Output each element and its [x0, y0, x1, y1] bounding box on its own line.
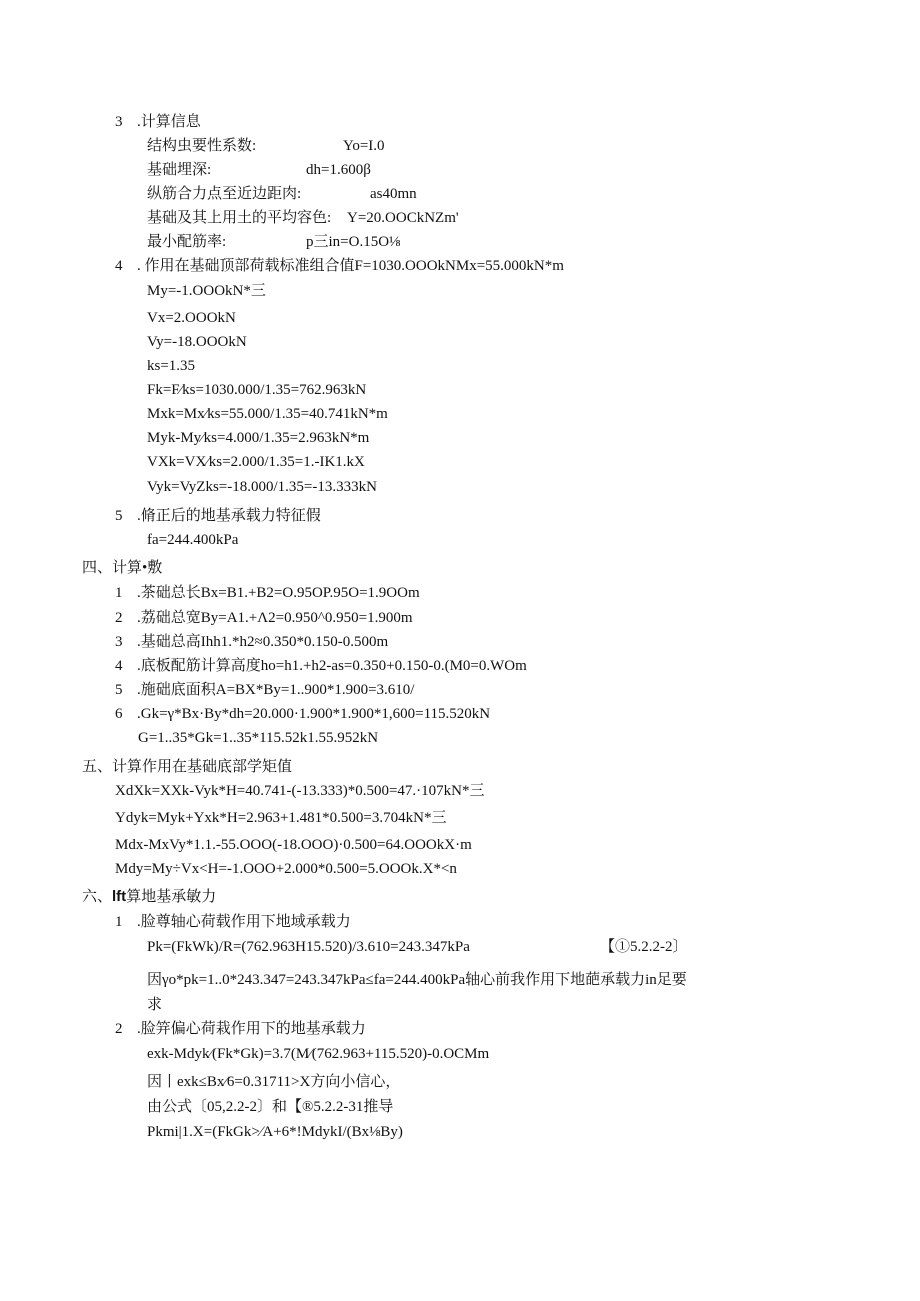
formula-line: exk-Mdyk⁄(Fk*Gk)=3.7(M⁄(762.963+115.520)-0.OCMm — [147, 1046, 490, 1062]
list-item — [115, 705, 490, 723]
param-label: 基础埋深: — [147, 162, 212, 178]
formula-line: My=-1.OOOkN*三 — [147, 283, 266, 299]
formula-line: Ydyk=Myk+Yxk*H=2.963+1.481*0.500=3.704kN*三 — [115, 810, 447, 826]
item-text: .底板配筋计算高度ho=h1.+h2-as=0.350+0.150-0.(M0=0.WOm — [137, 658, 527, 674]
formula-line: Vyk=VyZks=-18.000/1.35=-13.333kN — [147, 479, 377, 495]
formula-line: VXk=VX⁄ks=2.000/1.35=1.-IK1.kX — [147, 454, 365, 470]
item-text: .脸尊轴心荷载作用下地域承载力 — [137, 914, 351, 930]
param-label: 纵筋合力点至近边距肉: — [147, 186, 302, 202]
chapter-title-bold: lft — [112, 888, 127, 905]
item-number: 1 — [115, 585, 123, 601]
item-text: .茶础总长Bx=B1.+B2=O.95OP.95O=1.9OOm — [137, 585, 420, 601]
item-text: .Gk=γ*Bx·By*dh=20.000·1.900*1.900*1,600=115.520kN — [137, 706, 491, 722]
formula-line: 由公式〔05,2.2-2〕和【®5.2.2-31推导 — [147, 1099, 394, 1115]
formula-line: XdXk=XXk-Vyk*H=40.741-(-13.333)*0.500=47.·107kN*三 — [115, 783, 485, 799]
formula-line: ks=1.35 — [147, 358, 196, 374]
check-text: 求 — [147, 997, 163, 1013]
formula-line: G=1..35*Gk=1..35*115.52k1.55.952kN — [138, 730, 379, 746]
item-text: .脸笄偏心荷栽作用下的地基承载力 — [137, 1021, 366, 1037]
item-text: .施础底面积A=BX*By=1..900*1.900=3.610/ — [137, 682, 415, 698]
item-number: 2 — [115, 1021, 123, 1037]
list-item — [115, 681, 414, 699]
section-4-heading — [115, 257, 564, 275]
formula-line: fa=244.400kPa — [147, 532, 239, 548]
section-number: 3 — [115, 114, 123, 130]
chapter-5-heading: 五、计算作用在基础底部学矩值 — [82, 759, 293, 775]
item-number: 6 — [115, 706, 123, 722]
param-value: dh=1.600β — [306, 162, 371, 178]
item-number: 5 — [115, 682, 123, 698]
param-value: p三in=O.15O⅛ — [306, 234, 401, 250]
chapter-6-heading — [82, 888, 216, 906]
formula-line: Myk-My⁄ks=4.000/1.35=2.963kN*m — [147, 430, 370, 446]
param-label: 基础及其上用土的平均容色: — [147, 210, 332, 226]
formula-line: 因丨exk≤Bx⁄6=0.31711>X方向小信心， — [147, 1074, 401, 1090]
param-value: Y=20.OOCkNZm' — [347, 210, 459, 226]
chapter-4-heading: 四、计算•敷 — [82, 560, 163, 576]
item-number: 4 — [115, 658, 123, 674]
formula-line: Fk=F⁄ks=1030.000/1.35=762.963kN — [147, 382, 367, 398]
code-reference: 【①5.2.2-2〕 — [600, 939, 688, 955]
formula-line: Vy=-18.OOOkN — [147, 334, 247, 350]
item-number: 1 — [115, 914, 123, 930]
list-item — [115, 657, 527, 675]
item-number: 3 — [115, 634, 123, 650]
list-item — [115, 609, 413, 627]
item-number: 2 — [115, 610, 123, 626]
section-title: . 作用在基础顶部荷载标准组合值F=1030.OOOkNMx=55.000kN*m — [137, 258, 564, 274]
formula-line: Mdy=My÷Vx<H=-1.OOO+2.000*0.500=5.OOOk.X*<n — [115, 861, 457, 877]
subsection-1-heading — [115, 913, 351, 931]
section-title: .脩正后的地基承载力特征假 — [137, 508, 321, 524]
formula-line: Pkmi|1.X=(FkGk>⁄A+6*!MdykI/(Bx⅛By) — [147, 1124, 403, 1140]
item-text: .基础总高Ihh1.*h2≈0.350*0.150-0.500m — [137, 634, 389, 650]
subsection-2-heading — [115, 1020, 366, 1038]
list-item — [115, 584, 420, 602]
formula-line: Mxk=Mx⁄ks=55.000/1.35=40.741kN*m — [147, 406, 388, 422]
param-label: 最小配筋率: — [147, 234, 227, 250]
section-5-heading — [115, 507, 321, 525]
param-value: as40mn — [370, 186, 417, 202]
param-value: Yo=I.0 — [343, 138, 385, 154]
formula-line: Vx=2.OOOkN — [147, 310, 236, 326]
formula-line: Pk=(FkWk)/R=(762.963H15.520)/3.610=243.347kPa — [147, 939, 470, 955]
list-item — [115, 633, 388, 651]
section-title: .计算信息 — [137, 114, 201, 130]
param-label: 结构虫要性系数: — [147, 138, 257, 154]
section-number: 4 — [115, 258, 123, 274]
section-number: 5 — [115, 508, 123, 524]
formula-line: Mdx-MxVy*1.1.-55.OOO(-18.OOO)·0.500=64.OOOkX·m — [115, 837, 472, 853]
chapter-prefix: 六、 — [82, 889, 113, 905]
chapter-title-rest: 算地基承敏力 — [126, 889, 217, 905]
section-3-heading — [115, 113, 201, 131]
check-text: 因γo*pk=1..0*243.347=243.347kPa≤fa=244.400kPa轴心前我作用下地葩承载力in足要 — [147, 972, 687, 988]
item-text: .荔础总宽By=A1.+Λ2=0.950^0.950=1.900m — [137, 610, 413, 626]
